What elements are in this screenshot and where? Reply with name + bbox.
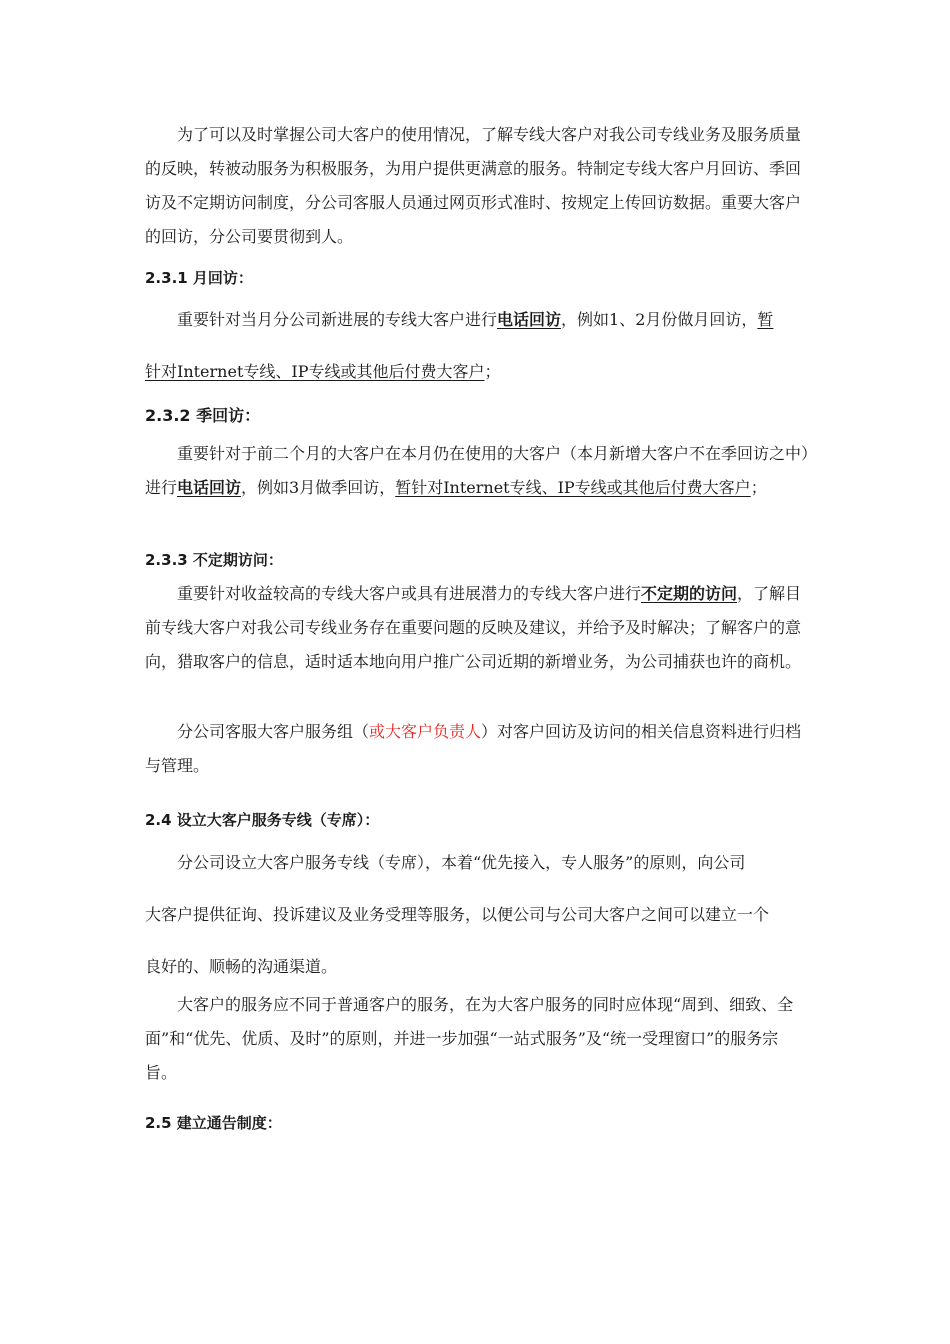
irregular-visit-text: 重要针对收益较高的专线大客户或具有进展潜力的专线大客户进行 bbox=[177, 584, 642, 603]
quarterly-visit-scope: 暂针对Internet专线、IP专线或其他后付费大客户 bbox=[395, 478, 751, 497]
monthly-visit-scope-start: 暂 bbox=[757, 310, 774, 329]
monthly-visit-line-1 bbox=[145, 310, 810, 330]
hotline-line-3: 良好的、顺畅的沟通渠道。 bbox=[145, 957, 338, 976]
quarterly-visit-paragraph bbox=[145, 437, 810, 505]
monthly-visit-end: ； bbox=[484, 362, 501, 381]
account-manager-highlight: 或大客户负责人 bbox=[369, 722, 482, 741]
hotline-line-1: 分公司设立大客户服务专线（专席），本着“优先接入，专人服务”的原则，向公司 bbox=[177, 853, 746, 872]
service-principle-paragraph: 大客户的服务应不同于普通客户的服务，在为大客户服务的同时应体现“周到、细致、全面”和“优先、优质、及时”的原则，并进一步加强“一站式服务”及“统一受理窗口”的服务宗旨。 bbox=[145, 995, 794, 1082]
phone-visit-emphasis-2: 电话回访 bbox=[177, 478, 242, 497]
monthly-visit-scope: 针对Internet专线、IP专线或其他后付费大客户 bbox=[145, 362, 485, 381]
archive-text-start: 分公司客服大客户服务组（ bbox=[177, 722, 370, 741]
phone-visit-emphasis: 电话回访 bbox=[497, 310, 562, 329]
monthly-visit-line-2 bbox=[145, 362, 810, 382]
archive-text-end: ）对客户回访及访问的相关信息资料进行归档与管理。 bbox=[145, 722, 802, 775]
quarterly-visit-text: 重要针对于前二个月的大客户在本月仍在使用的大客户（本月新增大客户不在季回访之中）进行 bbox=[145, 444, 810, 497]
heading-2-4: 2.4 设立大客户服务专线（专席）： bbox=[145, 811, 380, 829]
monthly-visit-example: ，例如1、2月份做月回访， bbox=[561, 310, 758, 329]
archive-paragraph bbox=[145, 715, 810, 783]
quarterly-visit-example: ，例如3月做季回访， bbox=[241, 478, 396, 497]
irregular-visit-emphasis: 不定期的访问 bbox=[641, 584, 738, 603]
monthly-visit-text: 重要针对当月分公司新进展的专线大客户进行 bbox=[177, 310, 498, 329]
irregular-visit-detail: ，了解目前专线大客户对我公司专线业务存在重要问题的反映及建议，并给予及时解决；了解客户的意向，猎取客户的信息，适时适本地向用户推广公司近期的新增业务，为公司捕获也许的商机。 bbox=[145, 584, 802, 671]
heading-2-3-3: 2.3.3 不定期访问： bbox=[145, 551, 283, 569]
hotline-line-2: 大客户提供征询、投诉建议及业务受理等服务，以便公司与公司大客户之间可以建立一个 bbox=[145, 905, 770, 924]
heading-2-5: 2.5 建立通告制度： bbox=[145, 1114, 282, 1132]
heading-2-3-2: 2.3.2 季回访： bbox=[145, 406, 261, 425]
quarterly-visit-end: ； bbox=[750, 478, 767, 497]
heading-2-3-1: 2.3.1 月回访： bbox=[145, 269, 253, 287]
irregular-visit-paragraph bbox=[145, 577, 810, 679]
intro-paragraph: 为了可以及时掌握公司大客户的使用情况，了解专线大客户对我公司专线业务及服务质量的反映，转被动服务为积极服务，为用户提供更满意的服务。特制定专线大客户月回访、季回访及不定期访问制度，分公司客服人员通过网页形式准时、按规定上传回访数据。重要大客户的回访，分公司要贯彻到人。 bbox=[145, 125, 802, 246]
